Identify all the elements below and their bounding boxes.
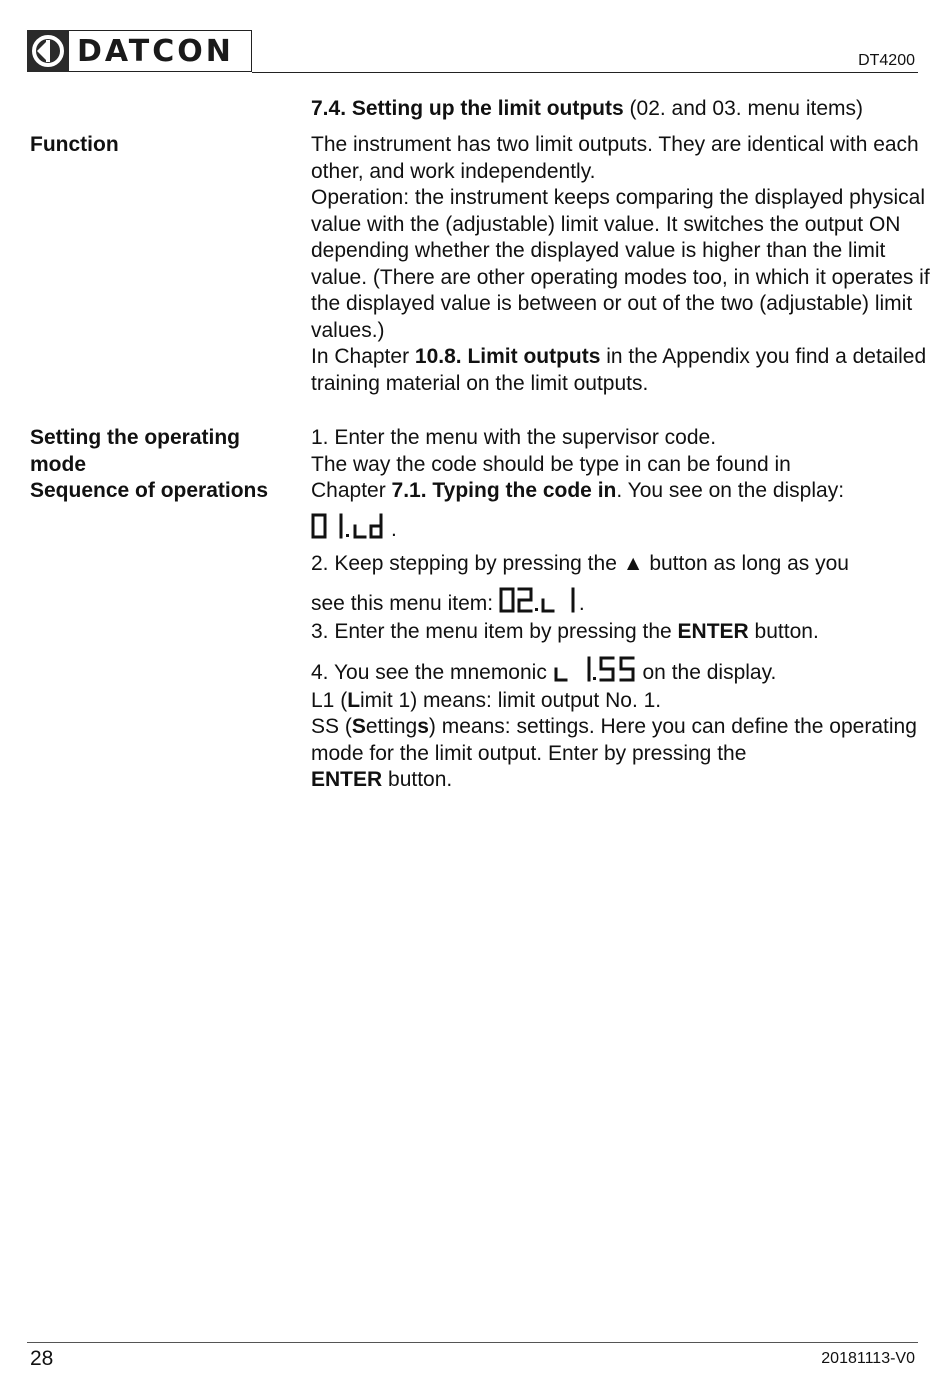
ss-meaning: SS (Settings) means: settings. Here you can define the operating mode for the limit output. Enter by pressing the <box>311 715 917 765</box>
document-id: DT4200 <box>858 52 915 69</box>
step-3: 3. Enter the menu item by pressing the ENTER button. <box>311 620 819 643</box>
section-heading: Setting up the limit outputs <box>351 97 624 120</box>
footer-rule <box>27 1342 918 1343</box>
step-2b: see this menu item: . <box>311 587 931 619</box>
brand-name: DATCON <box>77 33 234 69</box>
display-l1-ss <box>553 656 637 682</box>
datcon-logo <box>27 30 252 72</box>
function-paragraph-1: The instrument has two limit outputs. They are identical with each other, and work independently. <box>311 133 919 183</box>
page-number: 28 <box>30 1347 54 1370</box>
enter-instruction: ENTER button. <box>311 768 453 791</box>
document-version: 20181113-V0 <box>821 1350 915 1367</box>
operating-mode-label: Setting the operating mode Sequence of operations <box>30 426 269 502</box>
section-subtitle: (02. and 03. menu items) <box>629 97 863 120</box>
step-4: 4. You see the mnemonic on the display. <box>311 656 931 688</box>
operating-mode-body <box>311 425 931 794</box>
step-1-chapter: Chapter 7.1. Typing the code in. You see on the display: <box>311 479 845 502</box>
display-01-ld-line: . <box>311 513 931 545</box>
function-paragraph-2: Operation: the instrument keeps comparing the displayed physical value with the (adjustable) limit value. It switches the output ON depending whether the displayed value is higher than the limit value. (There are other operating modes too, in which it operates if the displayed value is between or out of the two (adjustable) limit values.) <box>311 186 930 342</box>
section-number: 7.4. <box>311 97 347 120</box>
step-2a: 2. Keep stepping by pressing the ▲ button as long as you <box>311 551 849 575</box>
datcon-logo-icon <box>27 30 69 72</box>
function-body <box>311 132 931 397</box>
l1-meaning: L1 (Limit 1) means: limit output No. 1. <box>311 688 662 712</box>
step-1-note: The way the code should be type in can be found in <box>311 452 791 476</box>
function-label: Function <box>30 133 119 156</box>
header-rule <box>252 72 918 73</box>
display-02-l1 <box>499 587 579 613</box>
section-title <box>311 97 863 121</box>
step-1: 1. Enter the menu with the supervisor code. <box>311 426 717 449</box>
display-01-ld <box>311 513 391 539</box>
function-paragraph-3: In Chapter 10.8. Limit outputs in the Appendix you find a detailed training material on the limit outputs. <box>311 345 927 395</box>
